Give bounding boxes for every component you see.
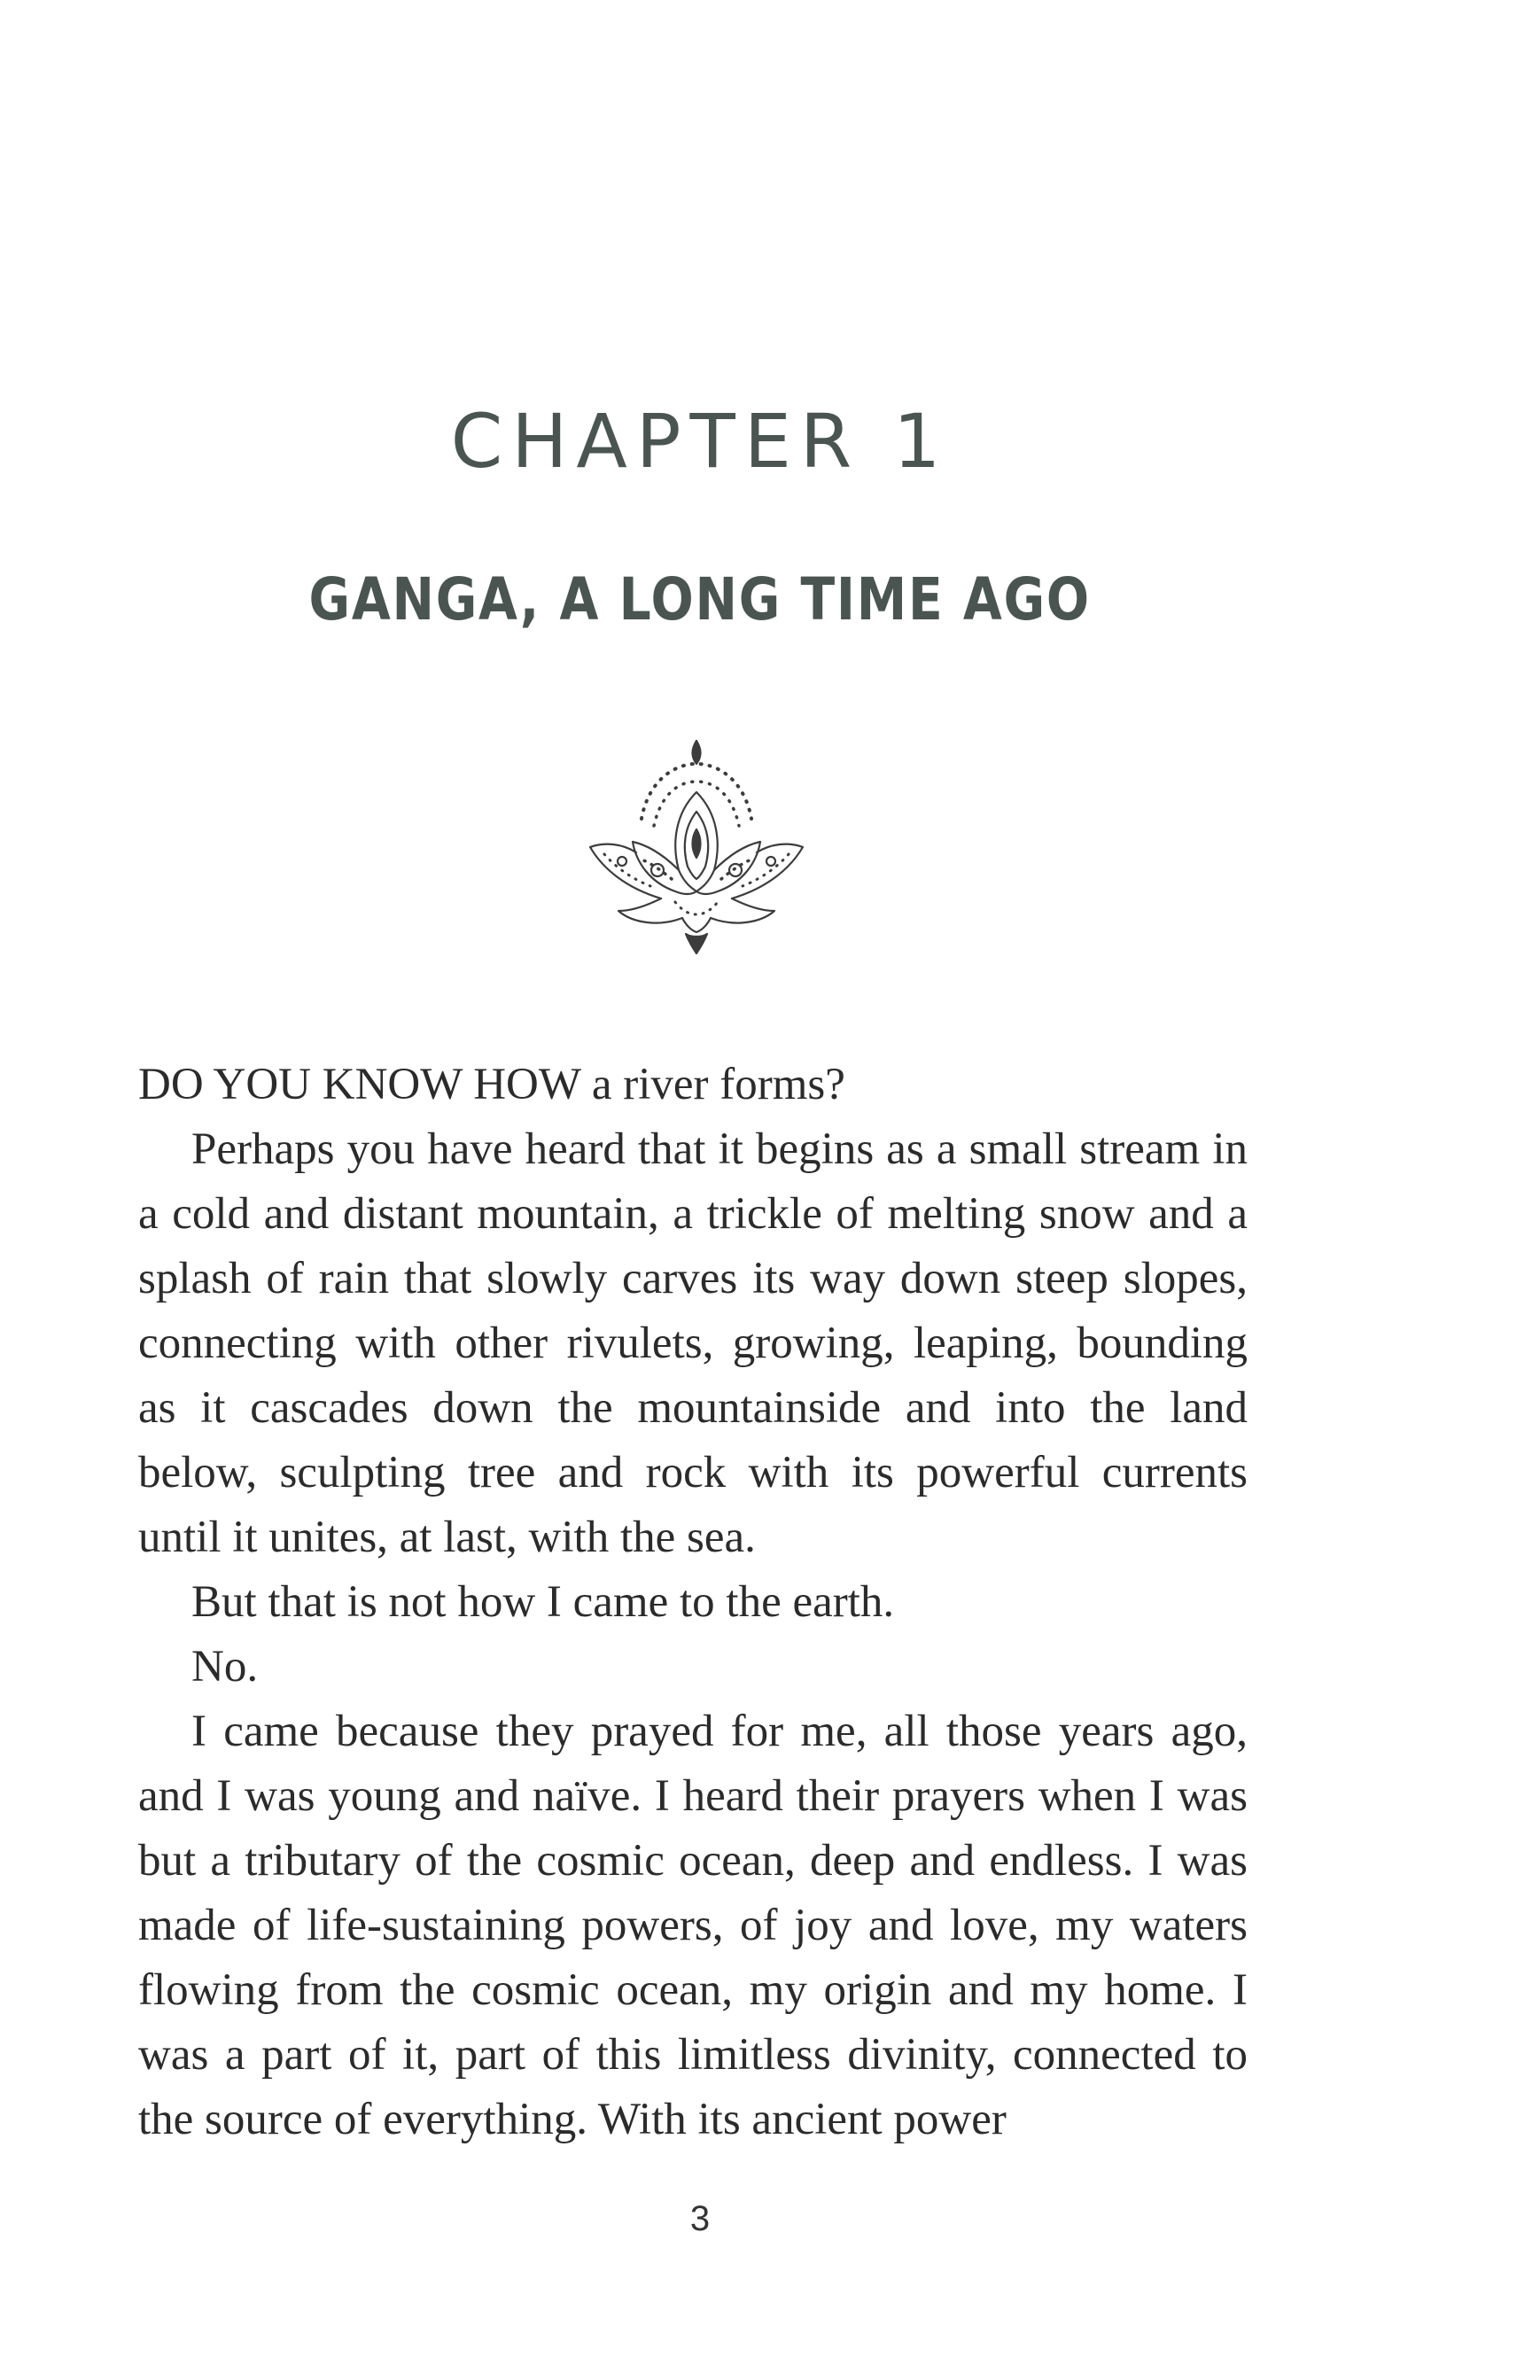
paragraph-opening: DO YOU KNOW HOW a river forms? (138, 1060, 845, 1109)
chapter-title: GANGA, A LONG TIME AGO (308, 565, 1091, 634)
paragraph: Perhaps you have heard that it begins as a small stream in a cold and distant mountain, a trickle of melting snow and a splash of rain that slowly carves its way down steep slopes, connecting with other rivulets, growing, leaping, bounding as it cascades down the mountainside and into the land below, sculpting tree and rock with its powerful currents until it unites, at last, with the sea. (138, 1124, 1248, 1562)
chapter-text (138, 1053, 1248, 2152)
lotus-ornament-icon (587, 737, 806, 957)
paragraph: But that is not how I came to the earth. (191, 1577, 895, 1627)
paragraph: I came because they prayed for me, all those years ago, and I was young and naïve. I heard their prayers when I was but a tributary of the cosmic ocean, deep and endless. I was made of life-sustaining powers, of joy and love, my waters flowing from the cosmic ocean, my origin and my home. I was a part of it, part of this limitless divinity, connected to the source of everything. With its ancient power (138, 1707, 1248, 2144)
chapter-number: CHAPTER 1 (450, 398, 950, 485)
page-number: 3 (689, 2199, 711, 2238)
paragraph: No. (191, 1642, 259, 1692)
